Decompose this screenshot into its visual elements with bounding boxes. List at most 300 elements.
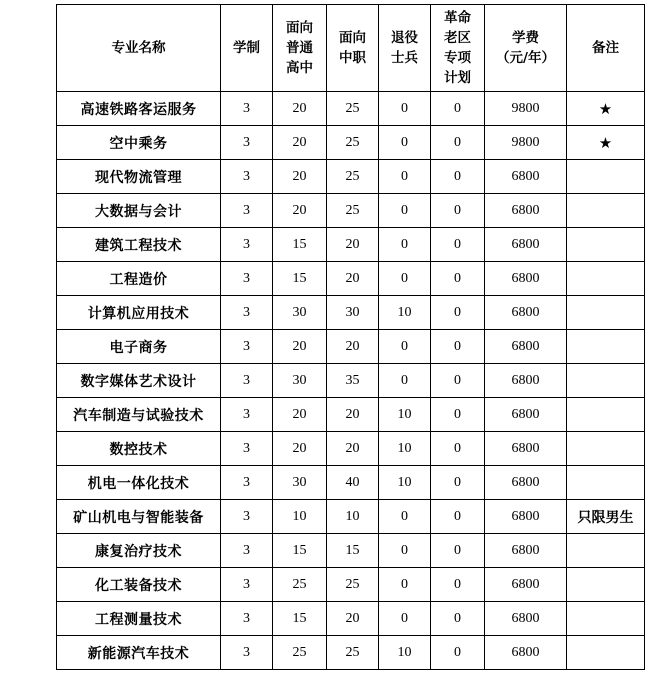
cell-remarks: [567, 92, 645, 126]
cell-revolution-area-plan-text: 0: [454, 644, 461, 660]
cell-veterans: [379, 432, 431, 466]
cell-remarks: [567, 364, 645, 398]
enrollment-plan-table-wrapper: [56, 4, 645, 670]
cell-remarks: [567, 228, 645, 262]
cell-revolution-area-plan: [431, 602, 485, 636]
header-revolution-line: 计划: [444, 70, 471, 86]
cell-veterans-text: 0: [401, 100, 408, 116]
cell-years-text: 3: [243, 406, 250, 422]
cell-years: [221, 160, 273, 194]
cell-major-text: 数控技术: [109, 441, 168, 458]
cell-general-highschool: [273, 466, 327, 500]
table-row: [57, 92, 645, 126]
cell-general-highschool: [273, 568, 327, 602]
cell-years: [221, 432, 273, 466]
cell-tuition-text: 6800: [511, 270, 540, 286]
cell-remarks: [567, 296, 645, 330]
cell-general-highschool-text: 25: [292, 644, 307, 660]
cell-major: [57, 534, 221, 568]
table-body: [57, 92, 645, 670]
cell-revolution-area-plan: [431, 500, 485, 534]
cell-tuition: [485, 432, 567, 466]
cell-remarks: [567, 432, 645, 466]
cell-veterans: [379, 126, 431, 160]
cell-veterans: [379, 160, 431, 194]
cell-veterans: [379, 92, 431, 126]
cell-veterans-text: 0: [401, 338, 408, 354]
cell-vocational-text: 20: [345, 440, 360, 456]
cell-major-text: 高速铁路客运服务: [80, 101, 197, 118]
table-row: [57, 398, 645, 432]
cell-years: [221, 228, 273, 262]
cell-veterans: [379, 500, 431, 534]
header-major: [57, 5, 221, 92]
cell-veterans: [379, 228, 431, 262]
cell-years: [221, 296, 273, 330]
cell-revolution-area-plan: [431, 534, 485, 568]
cell-general-highschool-text: 20: [292, 100, 307, 116]
table-row: [57, 160, 645, 194]
cell-general-highschool: [273, 228, 327, 262]
cell-general-highschool-text: 15: [292, 236, 307, 252]
cell-vocational: [327, 568, 379, 602]
cell-veterans-text: 0: [401, 202, 408, 218]
cell-revolution-area-plan-text: 0: [454, 576, 461, 592]
cell-revolution-area-plan: [431, 160, 485, 194]
cell-major: [57, 568, 221, 602]
cell-veterans-text: 0: [401, 610, 408, 626]
table-header-row: [57, 5, 645, 92]
cell-tuition-text: 6800: [511, 372, 540, 388]
cell-years: [221, 500, 273, 534]
cell-general-highschool-text: 15: [292, 542, 307, 558]
cell-tuition: [485, 126, 567, 160]
cell-remarks: [567, 568, 645, 602]
cell-general-highschool-text: 20: [292, 134, 307, 150]
cell-vocational: [327, 92, 379, 126]
cell-revolution-area-plan-text: 0: [454, 100, 461, 116]
cell-general-highschool-text: 20: [292, 406, 307, 422]
cell-general-highschool-text: 30: [292, 304, 307, 320]
cell-vocational-text: 25: [345, 644, 360, 660]
cell-vocational: [327, 296, 379, 330]
cell-major-text: 矿山机电与智能装备: [73, 509, 204, 526]
cell-tuition-text: 6800: [511, 644, 540, 660]
cell-years-text: 3: [243, 576, 250, 592]
cell-vocational-text: 25: [345, 134, 360, 150]
table-row: [57, 466, 645, 500]
cell-tuition: [485, 194, 567, 228]
cell-general-highschool-text: 15: [292, 610, 307, 626]
cell-major: [57, 194, 221, 228]
cell-tuition: [485, 602, 567, 636]
star-icon: ★: [598, 99, 613, 118]
cell-vocational: [327, 500, 379, 534]
cell-years-text: 3: [243, 372, 250, 388]
header-remarks-text: 备注: [592, 40, 619, 56]
cell-vocational-text: 25: [345, 168, 360, 184]
cell-general-highschool: [273, 160, 327, 194]
cell-veterans-text: 10: [397, 440, 412, 456]
cell-years: [221, 364, 273, 398]
cell-vocational: [327, 602, 379, 636]
header-revolution-line: 革命: [444, 10, 471, 26]
header-general-hs-line: 高中: [286, 60, 313, 76]
cell-veterans: [379, 534, 431, 568]
cell-veterans-text: 10: [397, 644, 412, 660]
cell-years: [221, 602, 273, 636]
cell-major-text: 计算机应用技术: [87, 305, 190, 322]
header-major-text: 专业名称: [111, 40, 166, 56]
cell-general-highschool: [273, 194, 327, 228]
cell-vocational: [327, 330, 379, 364]
header-veterans: [379, 5, 431, 92]
cell-general-highschool-text: 20: [292, 440, 307, 456]
cell-major: [57, 500, 221, 534]
cell-major: [57, 296, 221, 330]
cell-years-text: 3: [243, 508, 250, 524]
cell-years: [221, 330, 273, 364]
cell-vocational: [327, 466, 379, 500]
cell-major-text: 现代物流管理: [95, 169, 182, 186]
cell-years: [221, 126, 273, 160]
cell-tuition: [485, 568, 567, 602]
cell-tuition: [485, 228, 567, 262]
header-years-text: 学制: [233, 40, 260, 56]
cell-veterans-text: 0: [401, 270, 408, 286]
cell-major: [57, 602, 221, 636]
cell-years: [221, 262, 273, 296]
cell-major: [57, 330, 221, 364]
cell-years: [221, 466, 273, 500]
cell-tuition-text: 6800: [511, 576, 540, 592]
cell-revolution-area-plan: [431, 194, 485, 228]
cell-veterans: [379, 466, 431, 500]
cell-revolution-area-plan-text: 0: [454, 474, 461, 490]
cell-major-text: 化工装备技术: [95, 577, 182, 594]
cell-revolution-area-plan: [431, 466, 485, 500]
cell-years-text: 3: [243, 304, 250, 320]
table-row: [57, 126, 645, 160]
cell-years-text: 3: [243, 338, 250, 354]
cell-years-text: 3: [243, 202, 250, 218]
cell-tuition-text: 6800: [511, 202, 540, 218]
cell-veterans: [379, 568, 431, 602]
cell-veterans-text: 0: [401, 168, 408, 184]
header-tuition-line: （元/年）: [496, 50, 555, 66]
cell-tuition-text: 9800: [511, 100, 540, 116]
cell-general-highschool: [273, 500, 327, 534]
table-row: [57, 262, 645, 296]
cell-vocational-text: 40: [345, 474, 360, 490]
cell-major-text: 空中乘务: [109, 135, 168, 152]
cell-revolution-area-plan-text: 0: [454, 338, 461, 354]
cell-veterans: [379, 330, 431, 364]
cell-general-highschool: [273, 432, 327, 466]
cell-remarks: [567, 160, 645, 194]
cell-veterans: [379, 602, 431, 636]
cell-major-text: 建筑工程技术: [95, 237, 182, 254]
cell-general-highschool-text: 20: [292, 202, 307, 218]
cell-veterans: [379, 364, 431, 398]
cell-major-text: 大数据与会计: [95, 203, 182, 220]
cell-general-highschool: [273, 602, 327, 636]
cell-revolution-area-plan-text: 0: [454, 542, 461, 558]
cell-revolution-area-plan-text: 0: [454, 372, 461, 388]
cell-tuition-text: 6800: [511, 236, 540, 252]
header-tuition: [485, 5, 567, 92]
cell-veterans-text: 0: [401, 542, 408, 558]
cell-vocational: [327, 194, 379, 228]
header-revolution-area-plan: [431, 5, 485, 92]
header-vocational: [327, 5, 379, 92]
table-row: [57, 534, 645, 568]
cell-general-highschool: [273, 398, 327, 432]
cell-vocational-text: 30: [345, 304, 360, 320]
cell-tuition: [485, 466, 567, 500]
cell-vocational-text: 25: [345, 202, 360, 218]
header-general-hs-line: 普通: [286, 40, 313, 56]
cell-revolution-area-plan: [431, 636, 485, 670]
cell-veterans-text: 0: [401, 576, 408, 592]
cell-veterans-text: 10: [397, 406, 412, 422]
cell-major: [57, 466, 221, 500]
cell-tuition-text: 6800: [511, 406, 540, 422]
cell-general-highschool-text: 15: [292, 270, 307, 286]
cell-vocational-text: 10: [345, 508, 360, 524]
cell-major: [57, 432, 221, 466]
cell-remarks-text: 只限男生: [577, 509, 634, 526]
cell-general-highschool-text: 25: [292, 576, 307, 592]
cell-vocational-text: 25: [345, 576, 360, 592]
cell-years: [221, 636, 273, 670]
cell-years-text: 3: [243, 100, 250, 116]
cell-tuition: [485, 636, 567, 670]
cell-years: [221, 92, 273, 126]
cell-vocational-text: 20: [345, 270, 360, 286]
cell-remarks: [567, 602, 645, 636]
cell-major: [57, 126, 221, 160]
cell-revolution-area-plan: [431, 432, 485, 466]
cell-general-highschool: [273, 296, 327, 330]
cell-revolution-area-plan: [431, 228, 485, 262]
cell-revolution-area-plan: [431, 364, 485, 398]
table-row: [57, 432, 645, 466]
cell-major: [57, 398, 221, 432]
cell-veterans-text: 10: [397, 474, 412, 490]
cell-years-text: 3: [243, 270, 250, 286]
cell-revolution-area-plan: [431, 92, 485, 126]
cell-years: [221, 534, 273, 568]
cell-vocational: [327, 398, 379, 432]
cell-major-text: 机电一体化技术: [87, 475, 190, 492]
table-row: [57, 568, 645, 602]
header-veterans-line: 退役: [391, 30, 418, 46]
cell-vocational: [327, 432, 379, 466]
cell-tuition-text: 6800: [511, 474, 540, 490]
cell-veterans: [379, 296, 431, 330]
cell-tuition-text: 6800: [511, 542, 540, 558]
cell-remarks: [567, 466, 645, 500]
cell-vocational: [327, 228, 379, 262]
cell-tuition-text: 6800: [511, 440, 540, 456]
cell-years-text: 3: [243, 236, 250, 252]
cell-general-highschool: [273, 636, 327, 670]
cell-years-text: 3: [243, 440, 250, 456]
cell-remarks: [567, 534, 645, 568]
header-veterans-line: 士兵: [391, 50, 418, 66]
table-row: [57, 500, 645, 534]
cell-years-text: 3: [243, 168, 250, 184]
cell-vocational-text: 20: [345, 338, 360, 354]
cell-tuition: [485, 296, 567, 330]
cell-general-highschool-text: 30: [292, 372, 307, 388]
cell-veterans: [379, 398, 431, 432]
cell-remarks: [567, 636, 645, 670]
header-vocational-line: 面向: [339, 30, 366, 46]
cell-vocational: [327, 636, 379, 670]
header-revolution-line: 专项: [444, 50, 471, 66]
cell-general-highschool: [273, 262, 327, 296]
cell-general-highschool: [273, 364, 327, 398]
cell-major: [57, 262, 221, 296]
cell-general-highschool: [273, 126, 327, 160]
cell-revolution-area-plan: [431, 398, 485, 432]
header-vocational-line: 中职: [339, 50, 366, 66]
cell-vocational-text: 20: [345, 236, 360, 252]
cell-revolution-area-plan-text: 0: [454, 168, 461, 184]
cell-revolution-area-plan-text: 0: [454, 406, 461, 422]
cell-veterans: [379, 262, 431, 296]
table-row: [57, 330, 645, 364]
cell-veterans-text: 10: [397, 304, 412, 320]
cell-veterans-text: 0: [401, 134, 408, 150]
cell-major-text: 电子商务: [109, 339, 168, 356]
cell-tuition-text: 6800: [511, 338, 540, 354]
cell-general-highschool-text: 20: [292, 168, 307, 184]
cell-revolution-area-plan-text: 0: [454, 134, 461, 150]
cell-revolution-area-plan-text: 0: [454, 270, 461, 286]
cell-major: [57, 228, 221, 262]
cell-major-text: 康复治疗技术: [95, 543, 182, 560]
cell-tuition-text: 6800: [511, 610, 540, 626]
cell-revolution-area-plan: [431, 568, 485, 602]
cell-veterans: [379, 636, 431, 670]
cell-remarks: [567, 194, 645, 228]
header-remarks: [567, 5, 645, 92]
cell-vocational-text: 35: [345, 372, 360, 388]
cell-years: [221, 194, 273, 228]
cell-revolution-area-plan-text: 0: [454, 508, 461, 524]
cell-tuition: [485, 398, 567, 432]
cell-general-highschool-text: 20: [292, 338, 307, 354]
cell-major: [57, 92, 221, 126]
cell-major-text: 工程造价: [109, 271, 168, 288]
cell-vocational: [327, 160, 379, 194]
cell-vocational-text: 15: [345, 542, 360, 558]
cell-remarks: [567, 262, 645, 296]
cell-major: [57, 636, 221, 670]
cell-years-text: 3: [243, 134, 250, 150]
cell-revolution-area-plan: [431, 126, 485, 160]
cell-tuition: [485, 160, 567, 194]
cell-tuition-text: 6800: [511, 304, 540, 320]
cell-general-highschool: [273, 330, 327, 364]
cell-general-highschool: [273, 534, 327, 568]
cell-tuition: [485, 92, 567, 126]
header-general-hs-line: 面向: [286, 20, 313, 36]
cell-tuition: [485, 330, 567, 364]
cell-vocational-text: 20: [345, 610, 360, 626]
cell-remarks: [567, 126, 645, 160]
cell-years-text: 3: [243, 644, 250, 660]
cell-years: [221, 398, 273, 432]
star-icon: ★: [598, 133, 613, 152]
header-tuition-line: 学费: [512, 30, 539, 46]
cell-vocational: [327, 364, 379, 398]
cell-tuition-text: 6800: [511, 508, 540, 524]
cell-vocational: [327, 126, 379, 160]
cell-veterans-text: 0: [401, 372, 408, 388]
cell-veterans-text: 0: [401, 236, 408, 252]
cell-tuition-text: 9800: [511, 134, 540, 150]
cell-remarks: [567, 500, 645, 534]
cell-general-highschool: [273, 92, 327, 126]
cell-remarks: [567, 330, 645, 364]
cell-revolution-area-plan: [431, 262, 485, 296]
cell-veterans-text: 0: [401, 508, 408, 524]
cell-major: [57, 364, 221, 398]
cell-tuition: [485, 262, 567, 296]
table-row: [57, 228, 645, 262]
cell-vocational: [327, 534, 379, 568]
cell-major-text: 数字媒体艺术设计: [80, 373, 197, 390]
cell-revolution-area-plan: [431, 330, 485, 364]
cell-revolution-area-plan: [431, 296, 485, 330]
cell-general-highschool-text: 10: [292, 508, 307, 524]
enrollment-plan-table: [56, 4, 645, 670]
cell-major: [57, 160, 221, 194]
cell-general-highschool-text: 30: [292, 474, 307, 490]
cell-revolution-area-plan-text: 0: [454, 304, 461, 320]
cell-vocational-text: 20: [345, 406, 360, 422]
cell-tuition: [485, 534, 567, 568]
cell-revolution-area-plan-text: 0: [454, 440, 461, 456]
cell-tuition: [485, 500, 567, 534]
cell-major-text: 工程测量技术: [95, 611, 182, 628]
cell-years-text: 3: [243, 542, 250, 558]
header-general-highschool: [273, 5, 327, 92]
cell-major-text: 新能源汽车技术: [87, 645, 190, 662]
table-row: [57, 364, 645, 398]
cell-tuition: [485, 364, 567, 398]
cell-revolution-area-plan-text: 0: [454, 202, 461, 218]
cell-remarks: [567, 398, 645, 432]
cell-years-text: 3: [243, 610, 250, 626]
cell-tuition-text: 6800: [511, 168, 540, 184]
table-row: [57, 636, 645, 670]
header-revolution-line: 老区: [444, 30, 471, 46]
table-row: [57, 296, 645, 330]
cell-veterans: [379, 194, 431, 228]
cell-vocational: [327, 262, 379, 296]
cell-vocational-text: 25: [345, 100, 360, 116]
table-row: [57, 602, 645, 636]
cell-years: [221, 568, 273, 602]
cell-revolution-area-plan-text: 0: [454, 236, 461, 252]
cell-major-text: 汽车制造与试验技术: [73, 407, 204, 424]
header-years: [221, 5, 273, 92]
